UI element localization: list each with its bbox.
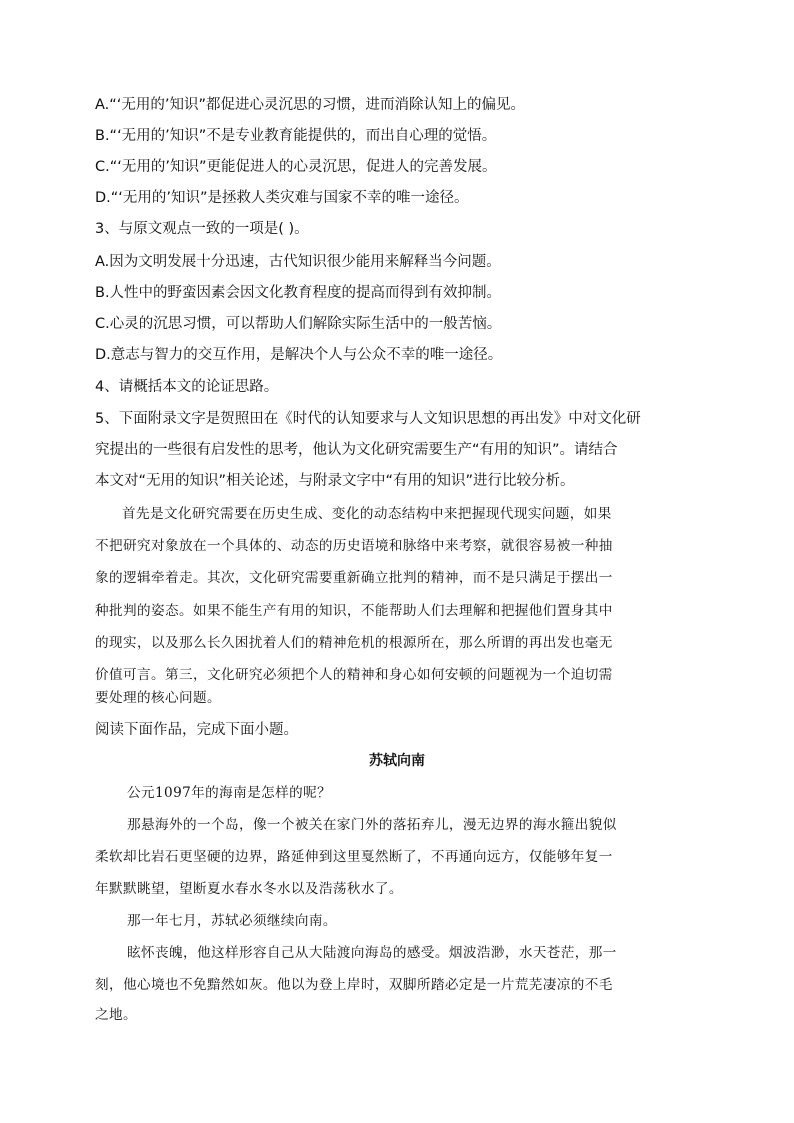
q4-stem: 4、请概括本文的论证思路。: [95, 379, 279, 395]
q5-line-1: 5、下面附录文字是贺照田在《时代的认知要求与人文知识思想的再出发》中对文化研: [95, 411, 641, 427]
q3-option-a: A.因为文明发展十分迅速，古代知识很少能用来解释当今问题。: [95, 254, 501, 270]
appendix-line-2: 不把研究对象放在一个具体的、动态的历史语境和脉络中来考察，就很容易被一种抽: [95, 538, 613, 554]
q2-option-a: A.“‘无用的’知识”都促进心灵沉思的习惯，进而消除认知上的偏见。: [95, 97, 526, 113]
story-paragraph-2-line-3: 年默默眺望，望断夏水春水冬水以及浩荡秋水了。: [95, 881, 403, 897]
q5-line-3: 本文对“无用的知识”相关论述，与附录文字中“有用的知识”进行比较分析。: [95, 473, 575, 489]
q5-line-2: 究提出的一些很有启发性的思考，他认为文化研究需要生产“有用的知识”。请结合: [95, 442, 618, 458]
q3-option-b: B.人性中的野蛮因素会因文化教育程度的提高而得到有效抑制。: [95, 285, 502, 301]
story-paragraph-3: 那一年七月，苏轼必须继续向南。: [127, 913, 337, 929]
story-paragraph-2-line-1: 那悬海外的一个岛，像一个被关在家门外的落拓弃儿，漫无边界的海水箍出貌似: [127, 817, 617, 833]
story-paragraph-4-line-1: 眩怀丧魄，他这样形容自己从大陆渡向海岛的感受。烟波浩渺，水天苍茫，那一: [127, 945, 617, 961]
appendix-line-1: 首先是文化研究需要在历史生成、变化的动态结构中来把握现代现实问题，如果: [122, 506, 612, 522]
q3-stem: 3、与原文观点一致的一项是( )。: [95, 221, 309, 237]
q3-option-c: C.心灵的沉思习惯，可以帮助人们解除实际生活中的一般苦恼。: [95, 316, 502, 332]
story-title: 苏轼向南: [369, 753, 425, 769]
reading-instruction: 阅读下面作品，完成下面小题。: [95, 722, 298, 738]
appendix-line-7: 要处理的核心问题。: [95, 690, 221, 706]
appendix-line-6: 价值可言。第三，文化研究必须把个人的精神和身心如何安顿的问题视为一个迫切需: [95, 667, 613, 683]
story-paragraph-1: 公元1097年的海南是怎样的呢？: [127, 785, 332, 801]
q2-option-b: B.“‘无用的’知识”不是专业教育能提供的，而出自心理的觉悟。: [95, 128, 497, 144]
q2-option-c: C.“‘无用的’知识”更能促进人的心灵沉思，促进人的完善发展。: [95, 159, 497, 175]
q3-option-d: D.意志与智力的交互作用，是解决个人与公众不幸的唯一途径。: [95, 347, 503, 363]
appendix-line-3: 象的逻辑牵着走。其次，文化研究需要重新确立批判的精神，而不是只满足于摆出一: [95, 570, 613, 586]
story-paragraph-4-line-3: 之地。: [95, 1007, 137, 1023]
appendix-line-4: 种批判的姿态。如果不能生产有用的知识，不能帮助人们去理解和把握他们置身其中: [95, 603, 613, 619]
story-paragraph-2-line-2: 柔软却比岩石更坚硬的边界，路延伸到这里戛然断了，不再通向远方，仅能够年复一: [95, 849, 613, 865]
q2-option-d: D.“‘无用的’知识”是拯救人类灾难与国家不幸的唯一途径。: [95, 190, 469, 206]
story-paragraph-4-line-2: 刻，他心境也不免黯然如灰。他以为登上岸时，双脚所踏必定是一片荒芜凄凉的不毛: [95, 977, 613, 993]
appendix-line-5: 的现实，以及那么长久困扰着人们的精神危机的根源所在，那么所谓的再出发也毫无: [95, 635, 613, 651]
